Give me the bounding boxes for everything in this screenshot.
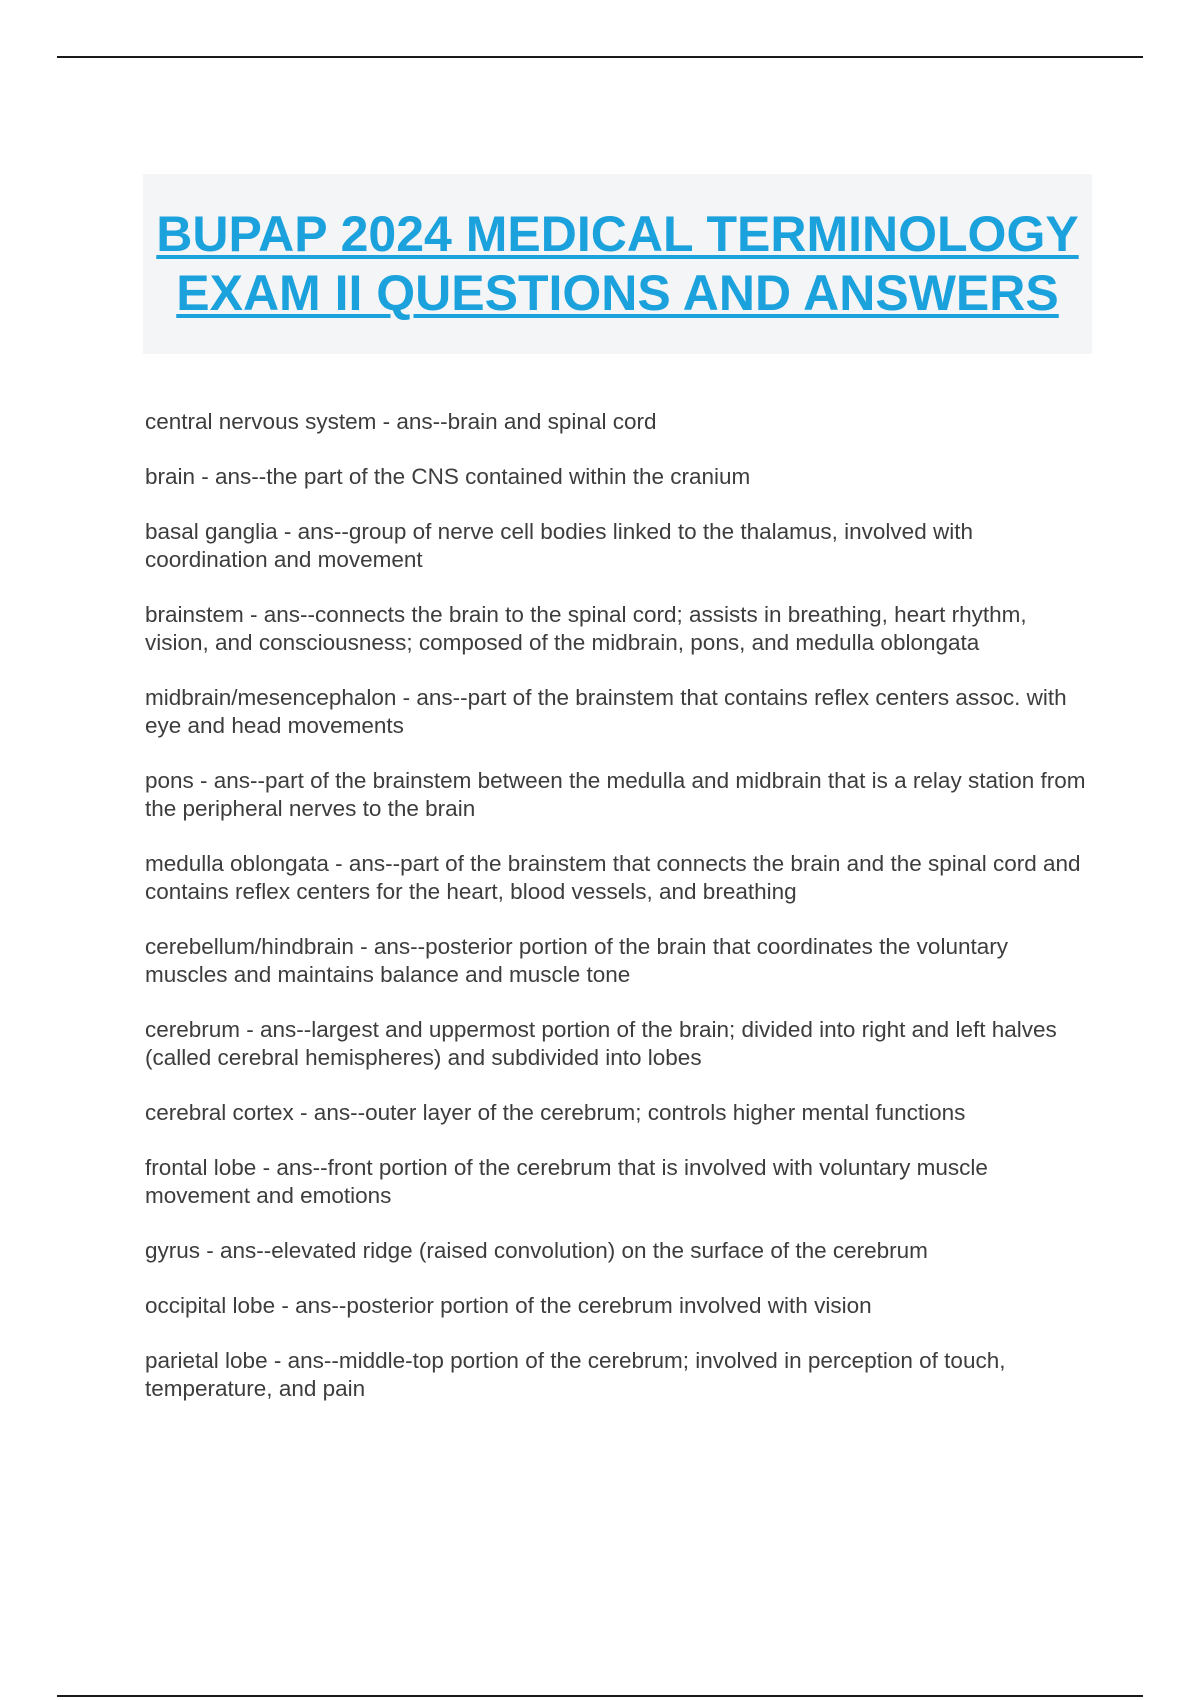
qa-entry-cerebral-cortex: cerebral cortex - ans--outer layer of the cerebrum; controls higher mental functions bbox=[145, 1100, 966, 1125]
qa-entry-basal-ganglia: basal ganglia - ans--group of nerve cell bodies linked to the thalamus, involved with coordination and movement bbox=[145, 519, 973, 572]
qa-entry-parietal-lobe: parietal lobe - ans--middle-top portion of the cerebrum; involved in perception of touch, temperature, and pain bbox=[145, 1348, 1006, 1401]
qa-entry-cerebellum: cerebellum/hindbrain - ans--posterior portion of the brain that coordinates the voluntary muscles and maintains balance and muscle tone bbox=[145, 934, 1008, 987]
qa-entry-brain: brain - ans--the part of the CNS contained within the cranium bbox=[145, 464, 751, 489]
qa-entry-cerebrum: cerebrum - ans--largest and uppermost portion of the brain; divided into right and left halves (called cerebral hemispheres) and subdivided into lobes bbox=[145, 1017, 1057, 1070]
footer-rule bbox=[57, 1695, 1143, 1697]
qa-entry-brainstem: brainstem - ans--connects the brain to the spinal cord; assists in breathing, heart rhythm, vision, and consciousness; composed of the midbrain, pons, and medulla oblongata bbox=[145, 602, 1027, 655]
qa-entry-midbrain: midbrain/mesencephalon - ans--part of the brainstem that contains reflex centers assoc. with eye and head movements bbox=[145, 685, 1067, 738]
qa-entry-occipital-lobe: occipital lobe - ans--posterior portion of the cerebrum involved with vision bbox=[145, 1293, 872, 1318]
qa-list bbox=[145, 408, 1095, 1430]
qa-entry-medulla-oblongata: medulla oblongata - ans--part of the brainstem that connects the brain and the spinal cord and contains reflex centers for the heart, blood vessels, and breathing bbox=[145, 851, 1081, 904]
qa-entry-frontal-lobe: frontal lobe - ans--front portion of the cerebrum that is involved with voluntary muscle movement and emotions bbox=[145, 1155, 988, 1208]
document-title: BUPAP 2024 MEDICAL TERMINOLOGY EXAM II QUESTIONS AND ANSWERS bbox=[156, 206, 1079, 321]
title-banner bbox=[143, 174, 1092, 354]
qa-entry-central-nervous-system: central nervous system - ans--brain and spinal cord bbox=[145, 409, 657, 434]
qa-entry-gyrus: gyrus - ans--elevated ridge (raised convolution) on the surface of the cerebrum bbox=[145, 1238, 928, 1263]
header-rule bbox=[57, 56, 1143, 58]
qa-entry-pons: pons - ans--part of the brainstem between the medulla and midbrain that is a relay station from the peripheral nerves to the brain bbox=[145, 768, 1086, 821]
